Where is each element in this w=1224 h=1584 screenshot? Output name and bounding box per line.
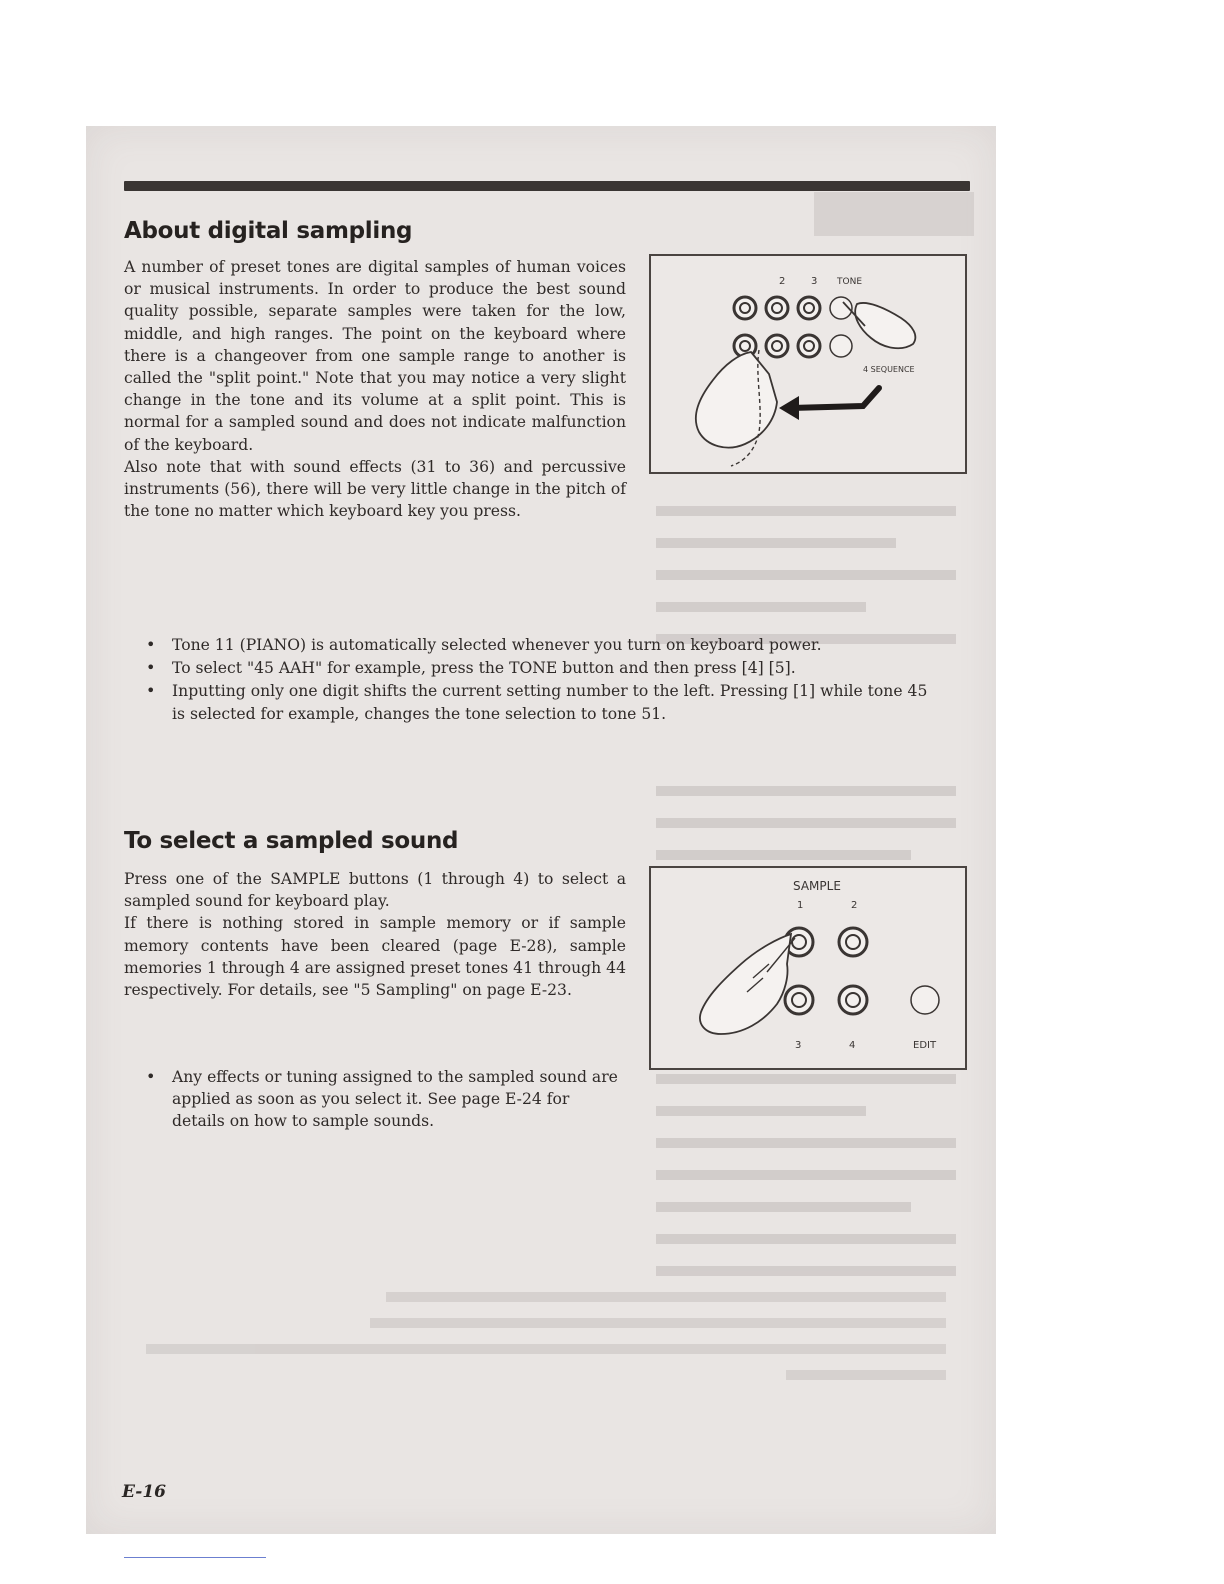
sample-label-1: 1: [797, 900, 804, 911]
tone-button-illustration: [649, 254, 967, 474]
section1-body: [124, 256, 626, 522]
list-item: • Inputting only one digit shifts the current setting number to the left. Pressing [1] while tone 45 is selected for example, changes the tone selection to tone 51.: [124, 680, 940, 724]
tone-label-2: 2: [779, 276, 786, 287]
section-heading-digital-sampling: About digital sampling: [124, 218, 413, 244]
tone-label-tone: TONE: [837, 277, 863, 287]
keypad-button-inner: [804, 303, 814, 313]
bleed-through-notes: [146, 1292, 946, 1396]
keypad-button-inner: [772, 341, 782, 351]
sample-button-illustration: [649, 866, 967, 1070]
sample-button-4-inner: [846, 993, 860, 1007]
section2-paragraph-1: Press one of the SAMPLE buttons (1 through 4) to select a sampled sound for keyboard play.: [124, 870, 626, 911]
bleed-through-heading: [814, 192, 974, 236]
keypad-button-inner: [740, 303, 750, 313]
section-heading-select-sampled-sound: To select a sampled sound: [124, 828, 459, 854]
list-item: • Tone 11 (PIANO) is automatically selected whenever you turn on keyboard power.: [124, 634, 940, 656]
sample-label-2: 2: [851, 900, 858, 911]
sequence-label: 4 SEQUENCE: [863, 365, 915, 374]
keypad-button-inner: [804, 341, 814, 351]
arrow-shaft: [791, 388, 879, 408]
section1-paragraph-2: Also note that with sound effects (31 to 36) and percussive instruments (56), there will be very little change in the pitch of the tone no matter which keyboard key you press.: [124, 457, 626, 521]
pressing-hand-icon: [700, 934, 791, 1034]
header-rule: [124, 181, 970, 191]
keypad-buttons: [734, 297, 852, 357]
keypad-button-inner: [740, 341, 750, 351]
arrow-left-icon: [779, 396, 799, 420]
sample-label-4: 4: [849, 1040, 856, 1051]
footer-link-underline: [124, 1557, 266, 1558]
section1-bullet-list: [124, 634, 940, 726]
sample-buttons: [785, 928, 939, 1014]
manual-page: [86, 126, 996, 1534]
sample-label-3: 3: [795, 1040, 802, 1051]
sample-button-1-inner: [792, 935, 806, 949]
sequence-button: [830, 335, 852, 357]
page-number: E-16: [122, 1482, 166, 1502]
left-hand-icon: [696, 352, 777, 448]
section2-paragraph-2: If there is nothing stored in sample memory or if sample memory contents have been cleared (page E-28), sample memories 1 through 4 are assigned preset tones 41 through 44 respectively. For details, see "5 Sampling" on page E-23.: [124, 914, 626, 1000]
section2-bullet-list: [124, 1066, 626, 1134]
list-item: • Any effects or tuning assigned to the sampled sound are applied as soon as you select it. See page E-24 for details on how to sample sounds.: [124, 1066, 626, 1133]
tone-label-3: 3: [811, 276, 818, 287]
edit-button: [911, 986, 939, 1014]
sample-button-3-inner: [792, 993, 806, 1007]
edit-label: EDIT: [913, 1040, 937, 1051]
sample-button-2-inner: [846, 935, 860, 949]
sample-panel-diagram: [651, 868, 965, 1068]
tone-panel-diagram: [651, 256, 965, 472]
section2-body: [124, 868, 626, 1001]
keypad-button-inner: [772, 303, 782, 313]
sample-title: SAMPLE: [793, 879, 841, 893]
section1-paragraph-1: A number of preset tones are digital samples of human voices or musical instruments. In order to produce the best sound quality possible, separate samples were taken for the low, middle, and high ranges. The point on the keyboard where there is a changeover from one sample range to another is called the "split point." Note that you may notice a very slight change in the tone and its volume at a split point. This is normal for a sampled sound and does not indicate malfunction of the keyboard.: [124, 258, 626, 454]
list-item: • To select "45 AAH" for example, press the TONE button and then press [4] [5].: [124, 657, 940, 679]
